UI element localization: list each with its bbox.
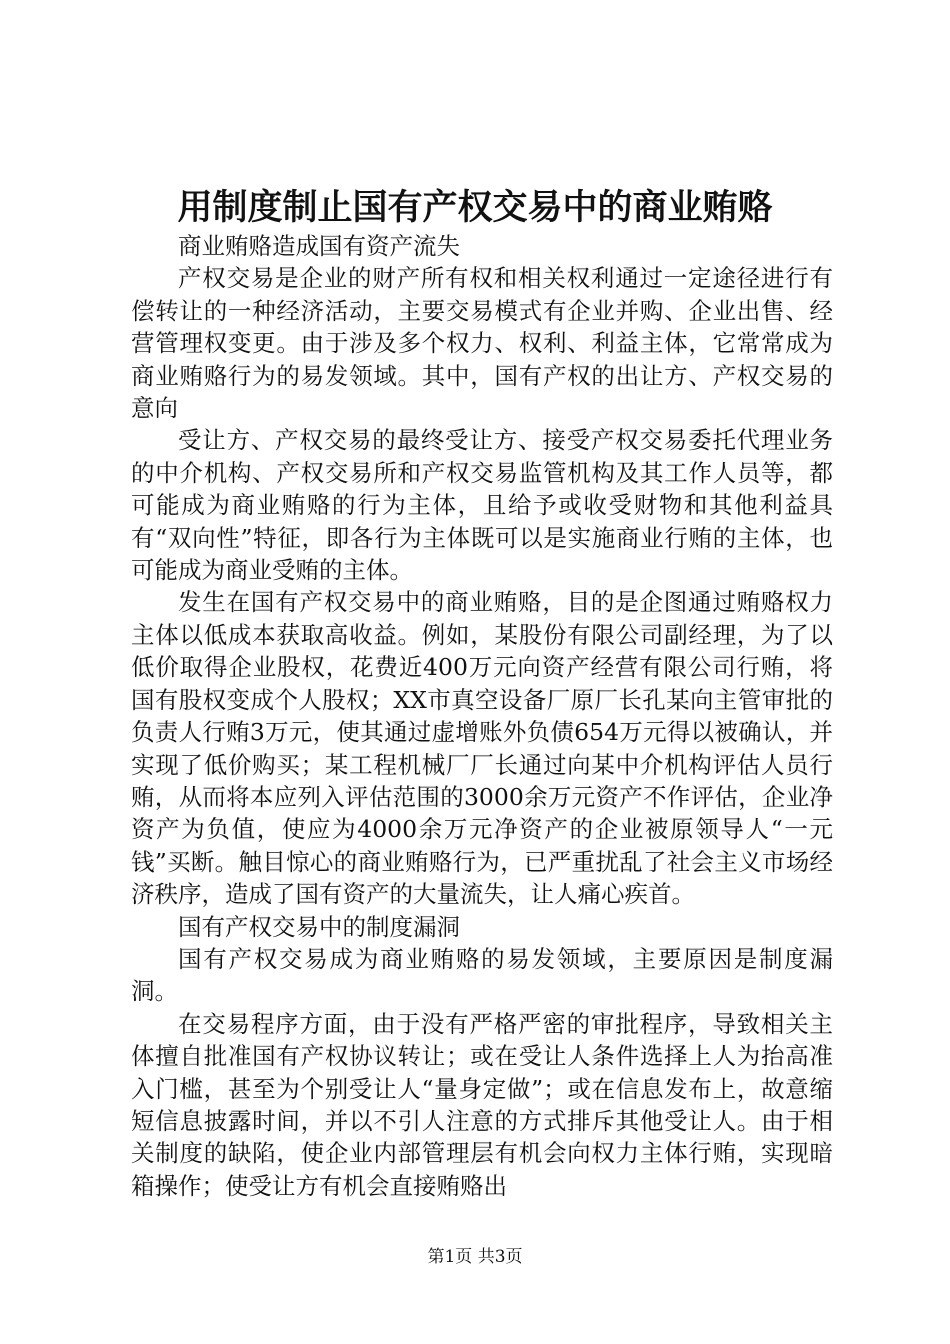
body-paragraph: 在交易程序方面，由于没有严格严密的审批程序，导致相关主体擅自批准国有产权协议转让；或在受让人条件选择上人为抬高准入门槛，甚至为个别受让人“量身定做”；或在信息发布上，故意缩短信息披露时间，并以不引人注意的方式排斥其他受让人。由于相关制度的缺陷，使企业内部管理层有机会向权力主体行贿，实现暗箱操作；使受让方有机会直接贿赂出 [131,1009,833,1200]
page-footer: 第1页 共3页 [427,1247,523,1267]
body-paragraph: 国有产权交易成为商业贿赂的易发领域，主要原因是制度漏洞。 [131,944,833,1006]
body-paragraph: 受让方、产权交易的最终受让方、接受产权交易委托代理业务的中介机构、产权交易所和产权交易监管机构及其工作人员等，都可能成为商业贿赂的行为主体，且给予或收受财物和其他利益具有“双向性”特征，即各行为主体既可以是实施商业行贿的主体，也可能成为商业受贿的主体。 [131,426,833,585]
document-title: 用制度制止国有产权交易中的商业贿赂 [177,187,773,228]
section-heading: 国有产权交易中的制度漏洞 [178,912,460,941]
document-body [131,230,833,1202]
section-heading: 商业贿赂造成国有资产流失 [178,232,460,260]
body-paragraph: 发生在国有产权交易中的商业贿赂，目的是企图通过贿赂权力主体以低成本获取高收益。例如，某股份有限公司副经理，为了以低价取得企业股权，花费近400万元向资产经营有限公司行贿，将国有股权变成个人股权；XX市真空设备厂原厂长孔某向主管审批的负责人行贿3万元，使其通过虚增账外负债654万元得以被确认，并实现了低价购买；某工程机械厂厂长通过向某中介机构评估人员行贿，从而将本应列入评估范围的3000余万元资产不作评估，企业净资产为负值，使应为4000余万元净资产的企业被原领导人“一元钱”买断。触目惊心的商业贿赂行为，已严重扰乱了社会主义市场经济秩序，造成了国有资产的大量流失，让人痛心疾首。 [131,588,833,909]
body-paragraph: 产权交易是企业的财产所有权和相关权利通过一定途径进行有偿转让的一种经济活动，主要交易模式有企业并购、企业出售、经营管理权变更。由于涉及多个权力、权利、利益主体，它常常成为商业贿赂行为的易发领域。其中，国有产权的出让方、产权交易的意向 [131,264,833,423]
